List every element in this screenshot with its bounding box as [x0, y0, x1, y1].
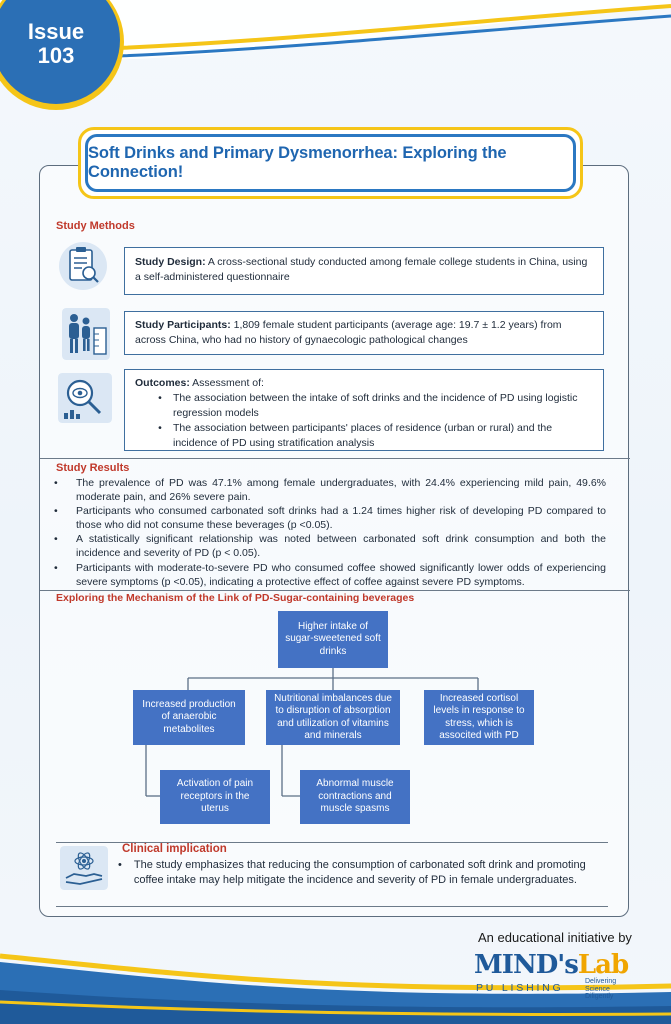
flow-sub-pain-receptors: Activation of pain receptors in the uterus — [160, 770, 270, 824]
clinical-hand-atom-icon — [60, 846, 108, 890]
flow-branch-nutrition: Nutritional imbalances due to disruption of absorption and utilization of vitamins and minerals — [266, 690, 400, 745]
result-item: • A statistically significant relationship was noted between carbonated soft drink consumption and both the incidence and severity of PD (p < 0.05). — [54, 533, 606, 560]
divider — [56, 906, 608, 907]
issue-number: 103 — [37, 43, 75, 68]
clinical-heading: Clinical implication — [122, 843, 227, 855]
tagline-line: Science — [585, 985, 610, 993]
outcome-item: • The association between the intake of soft drinks and the incidence of PD using logistic regression models — [135, 391, 593, 421]
flow-branch-anaerobic: Increased production of anaerobic metabolites — [133, 690, 245, 745]
logo-publishing: PU LISHING — [476, 982, 564, 994]
study-participants-label: Study Participants: — [135, 319, 231, 331]
study-design-label: Study Design: — [135, 256, 206, 268]
outcome-item-text: The association between participants' places of residence (urban or rural) and the incidence of PD using stratification analysis — [173, 422, 553, 449]
outcome-item-text: The association between the intake of soft drinks and the incidence of PD using logistic regression models — [173, 392, 578, 419]
study-participants-text: 1,809 female student participants (average age: 19.7 ± 1.2 years) from across China, who had no history of gynaecologic pathological changes — [135, 319, 562, 346]
result-item: • Participants who consumed carbonated soft drinks had a 1.24 times higher risk of developing PD compared to those who did not consume these beverages (p <0.05). — [54, 505, 606, 532]
logo-tagline — [585, 978, 616, 1001]
clinical-item: • The study emphasizes that reducing the consumption of carbonated soft drink and promoting coffee intake may help mitigate the incidence and severity of PD in female undergraduates. — [118, 858, 613, 888]
result-item-text: Participants with moderate-to-severe PD who consumed coffee showed significantly lower odds of experiencing severe symptoms (p <0.05), indicating a protective effect of coffee against severe PD symptoms. — [76, 561, 606, 588]
result-item: • Participants with moderate-to-severe PD who consumed coffee showed significantly lower odds of experiencing severe symptoms (p <0.05), indicating a protective effect of coffee against severe PD symptoms. — [54, 561, 606, 588]
flow-branch-cortisol: Increased cortisol levels in response to stress, which is associted with PD — [424, 690, 534, 745]
tagline-line: Delivering — [585, 978, 617, 985]
issue-label: Issue — [27, 19, 85, 44]
initiative-text: An educational initiative by — [478, 930, 632, 945]
logo-lab: Lab — [577, 950, 629, 980]
result-item-text: The prevalence of PD was 47.1% among female undergraduates, with 24.4% experiencing mild pain, 49.6% moderate pain, and 26% severe pain. — [76, 477, 606, 504]
mechanism-heading: Exploring the Mechanism of the Link of PD-Sugar-containing beverages — [56, 592, 415, 604]
flow-sub-muscle-spasms: Abnormal muscle contractions and muscle spasms — [300, 770, 410, 824]
study-methods-heading: Study Methods — [56, 220, 135, 232]
clinical-item-text: The study emphasizes that reducing the consumption of carbonated soft drink and promoting coffee intake may help mitigate the incidence and severity of PD in female undergraduates. — [133, 859, 586, 886]
result-item-text: A statistically significant relationship was noted between carbonated soft drink consumption and both the incidence and severity of PD (p < 0.05). — [76, 533, 606, 560]
logo-minds: MIND's — [474, 950, 578, 980]
page-title: Soft Drinks and Primary Dysmenorrhea: Exploring the Connection! — [88, 144, 507, 181]
publisher-logo — [474, 950, 628, 980]
flow-top-box: Higher intake of sugar-sweetened soft drinks — [278, 611, 388, 668]
outcome-item: • The association between participants' places of residence (urban or rural) and the incidence of PD using stratification analysis — [135, 421, 593, 451]
study-design-text: A cross-sectional study conducted among female college students in China, using a self-administered questionnaire — [135, 256, 588, 283]
outcomes-label: Outcomes: — [135, 377, 190, 389]
study-results-heading: Study Results — [56, 462, 130, 474]
outcomes-intro: Assessment of: — [189, 377, 264, 389]
clinical-text-block — [118, 858, 613, 888]
result-item-text: Participants who consumed carbonated soft drinks had a 1.24 times higher risk of developing PD compared to those who did not consume these beverages (p <0.05). — [76, 505, 606, 532]
tagline-line: Diligently — [585, 993, 614, 1000]
result-item: • The prevalence of PD was 47.1% among female undergraduates, with 24.4% experiencing mild pain, 49.6% moderate pain, and 26% severe pain. — [54, 477, 606, 504]
